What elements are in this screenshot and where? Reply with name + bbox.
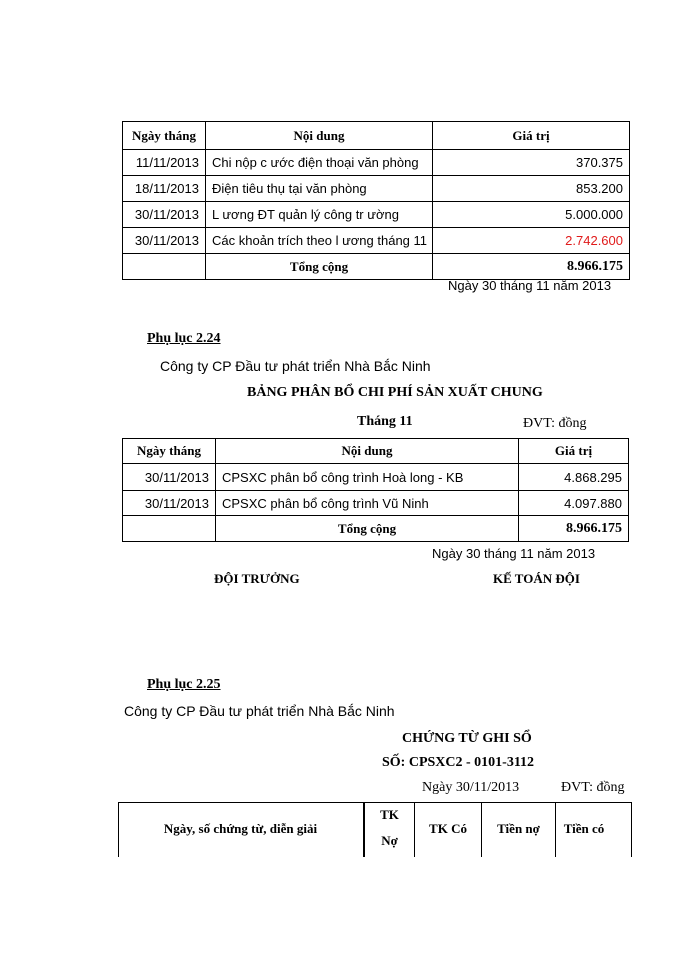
col-header-date: Ngày tháng [123, 439, 216, 464]
signature-team-leader: ĐỘI TRƯỞNG [214, 571, 300, 586]
row-date: 30/11/2013 [123, 464, 216, 491]
voucher-table [118, 802, 632, 857]
appendix-24-title: BẢNG PHÂN BỔ CHI PHÍ SẢN XUẤT CHUNG [247, 385, 543, 400]
appendix-24-company: Công ty CP Đầu tư phát triển Nhà Bắc Ninh [160, 358, 431, 374]
row-content: Chi nộp c ước điện thoại văn phòng [206, 150, 433, 176]
col-header-credit-amount: Tiền có [563, 821, 605, 836]
appendix-25-date: Ngày 30/11/2013 [422, 780, 520, 795]
appendix-25-unit: ĐVT: đồng [561, 780, 625, 795]
total-empty-cell [123, 516, 216, 542]
row-value: 5.000.000 [433, 202, 630, 228]
row-value: 4.868.295 [519, 464, 629, 491]
table-row [123, 150, 630, 176]
appendix-25-heading: Phụ lục 2.25 [147, 677, 221, 692]
row-date: 18/11/2013 [123, 176, 206, 202]
appendix-24-heading: Phụ lục 2.24 [147, 331, 221, 346]
table1-date-line: Ngày 30 tháng 11 năm 2013 [448, 278, 612, 293]
appendix-24-month: Tháng 11 [357, 414, 413, 429]
row-value: 853.200 [433, 176, 630, 202]
col-header-value: Giá trị [433, 122, 630, 150]
expense-table [122, 121, 630, 280]
table-row [123, 176, 630, 202]
row-content: CPSXC phân bổ công trình Hoà long - KB [216, 464, 519, 491]
table-row [123, 228, 630, 254]
appendix-25-number: SỐ: CPSXC2 - 0101-3112 [382, 755, 535, 770]
row-value: 4.097.880 [519, 491, 629, 516]
col-header-content: Nội dung [216, 439, 519, 464]
row-date: 30/11/2013 [123, 491, 216, 516]
appendix-24-unit: ĐVT: đồng [523, 416, 587, 431]
row-date: 11/11/2013 [123, 150, 206, 176]
total-empty-cell [123, 254, 206, 280]
table-row [123, 464, 629, 491]
col-header-debit-account-line2: Nợ [381, 833, 398, 848]
row-content: CPSXC phân bổ công trình Vũ Ninh [216, 491, 519, 516]
signature-team-accountant: KẾ TOÁN ĐỘI [493, 571, 580, 586]
row-content: L ương ĐT quản lý công tr ường [206, 202, 433, 228]
row-date: 30/11/2013 [123, 202, 206, 228]
row-value: 370.375 [433, 150, 630, 176]
allocation-table [122, 438, 629, 542]
col-header-debit-account-line1: TK [380, 807, 399, 822]
appendix-24-date-line: Ngày 30 tháng 11 năm 2013 [432, 546, 596, 561]
total-label: Tổng cộng [216, 516, 519, 542]
row-date: 30/11/2013 [123, 228, 206, 254]
appendix-25-company: Công ty CP Đầu tư phát triển Nhà Bắc Ninh [124, 703, 395, 719]
total-value: 8.966.175 [433, 254, 630, 280]
row-content: Điện tiêu thụ tại văn phòng [206, 176, 433, 202]
total-label: Tổng cộng [206, 254, 433, 280]
col-header-description: Ngày, số chứng từ, diễn giải [163, 821, 318, 836]
total-value: 8.966.175 [519, 516, 629, 542]
table-row [123, 491, 629, 516]
col-header-credit-account: TK Có [429, 821, 467, 836]
row-content: Các khoản trích theo l ương tháng 11 [206, 228, 433, 254]
voucher-table-border [631, 803, 632, 857]
table-row [123, 202, 630, 228]
total-row [123, 254, 630, 280]
row-value-highlight: 2.742.600 [433, 228, 630, 254]
col-header-debit-amount: Tiền nợ [497, 821, 540, 836]
col-header-date: Ngày tháng [123, 122, 206, 150]
appendix-25-title: CHỨNG TỪ GHI SỔ [402, 731, 532, 746]
col-header-content: Nội dung [206, 122, 433, 150]
total-row [123, 516, 629, 542]
col-header-value: Giá trị [519, 439, 629, 464]
